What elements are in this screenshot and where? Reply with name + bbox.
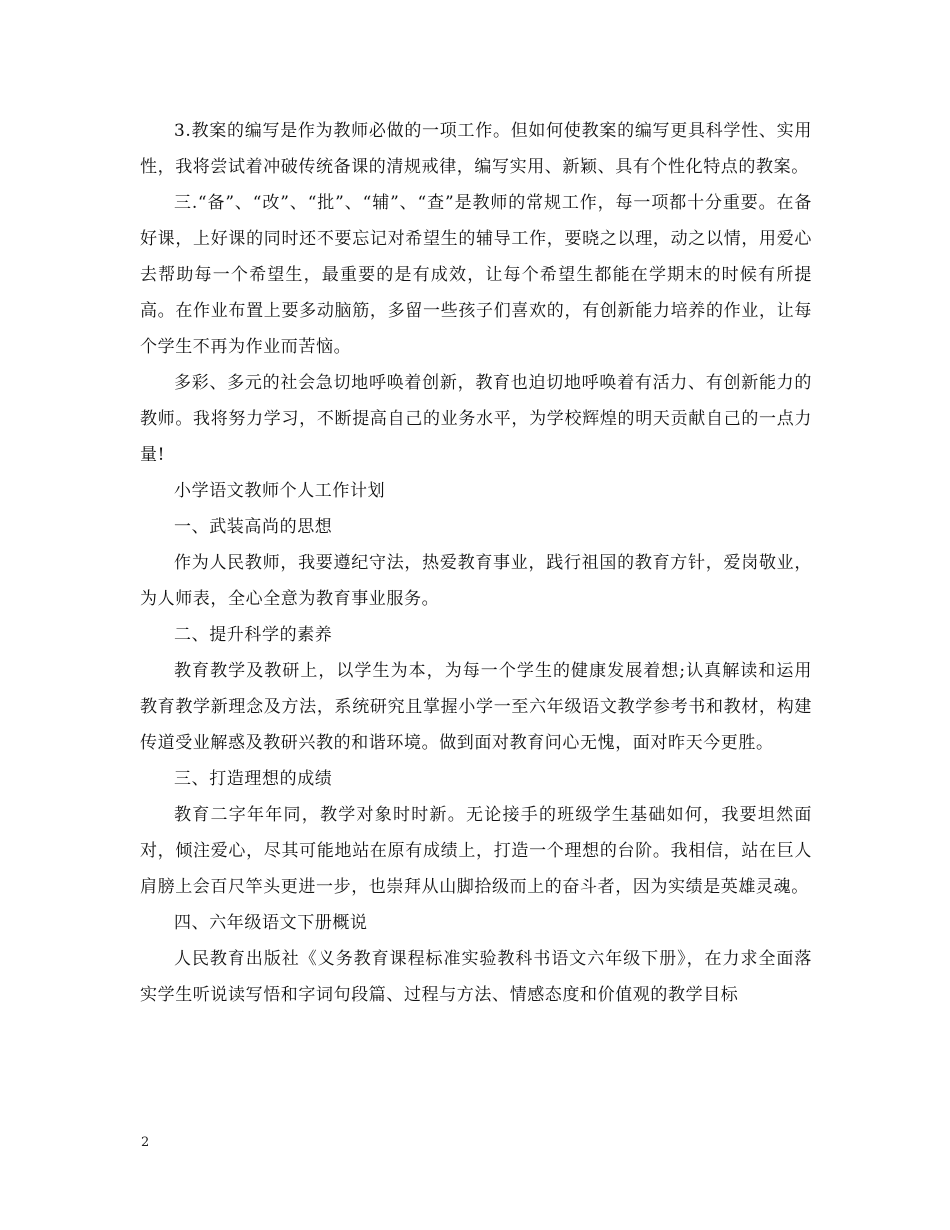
paragraph-routine-work: 三.“备”、“改”、“批”、“辅”、“查”是教师的常规工作，每一项都十分重要。在备好课，上好课的同时还不要忘记对希望生的辅导工作，要晓之以理，动之以情，用爱心去帮助每一个希望生，最重要的是有成效，让每个希望生都能在学期末的时候有所提高。在作业布置上要多动脑筋，多留一些孩子们喜欢的，有创新能力培养的作业，让每个学生不再为作业而苦恼。 — [140, 193, 812, 357]
heading-three: 三、打造理想的成绩 — [174, 769, 333, 789]
paragraph-results: 教育二字年年同，教学对象时时新。无论接手的班级学生基础如何，我要坦然面对，倾注爱心，尽其可能地站在原有成绩上，打造一个理想的台阶。我相信，站在巨人肩膀上会百尺竿头更进一步，也崇拜从山脚拾级而上的奋斗者，因为实绩是英雄灵魂。 — [140, 805, 812, 897]
paragraph-ideology: 作为人民教师，我要遵纪守法，热爱教育事业，践行祖国的教育方针，爱岗敬业，为人师表，全心全意为教育事业服务。 — [140, 553, 812, 609]
paragraph-lesson-plan: 3.教案的编写是作为教师必做的一项工作。但如何使教案的编写更具科学性、实用性，我将尝试着冲破传统备课的清规戒律，编写实用、新颖、具有个性化特点的教案。 — [140, 121, 812, 177]
paragraph-innovation: 多彩、多元的社会急切地呼唤着创新，教育也迫切地呼唤着有活力、有创新能力的教师。我将努力学习，不断提高自己的业务水平，为学校辉煌的明天贡献自己的一点力量! — [140, 373, 812, 465]
heading-one: 一、武装高尚的思想 — [174, 517, 333, 537]
paragraph-science: 教育教学及教研上，以学生为本，为每一个学生的健康发展着想;认真解读和运用教育教学新理念及方法，系统研究且掌握小学一至六年级语文教学参考书和教材，构建传道受业解惑及教研兴教的和谐环境。做到面对教育问心无愧，面对昨天今更胜。 — [140, 661, 812, 753]
heading-four: 四、六年级语文下册概说 — [174, 913, 368, 933]
page-number: 2 — [141, 1135, 150, 1150]
document-body — [140, 113, 812, 1013]
heading-two: 二、提升科学的素养 — [174, 625, 333, 645]
paragraph-textbook: 人民教育出版社《义务教育课程标准实验教科书语文六年级下册》，在力求全面落实学生听说读写悟和字词句段篇、过程与方法、情感态度和价值观的教学目标 — [140, 949, 812, 1005]
section-title: 小学语文教师个人工作计划 — [174, 481, 386, 501]
